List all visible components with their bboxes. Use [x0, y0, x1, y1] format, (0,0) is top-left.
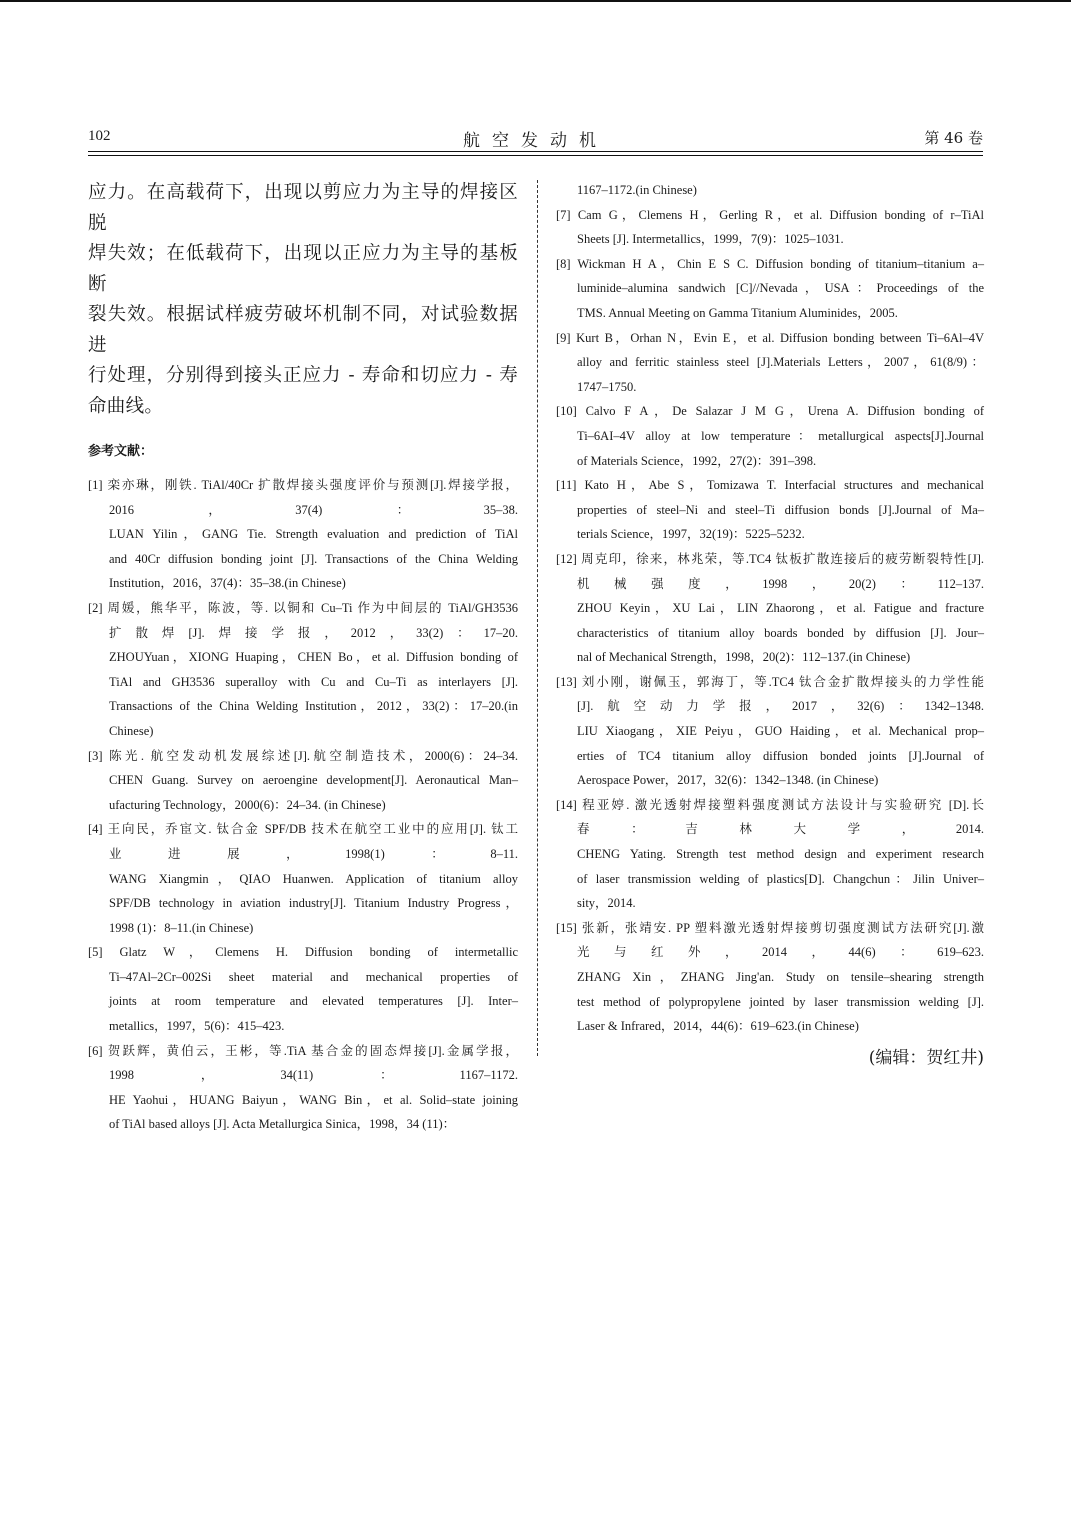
- reference-line: 春：吉林大学，2014.: [577, 822, 984, 837]
- reference-line: properties of steel–Ni and steel–Ti diffusion bonds [J].Journal of Ma–: [577, 502, 984, 517]
- reference-entry: [556, 547, 984, 670]
- reference-entry: [556, 473, 984, 547]
- reference-line: Chinese): [109, 723, 154, 738]
- reference-line: 1998，34(11)：1167–1172.: [109, 1068, 518, 1083]
- reference-line: 1747–1750.: [577, 379, 637, 394]
- reference-line: sity，2014.: [577, 896, 636, 911]
- reference-line: Ti–6AI–4V alloy at low temperature：metallurgical aspects[J].Journal: [577, 428, 984, 443]
- reference-line: Aerospace Power，2017，32(6)：1342–1348. (in Chinese): [577, 773, 879, 788]
- reference-line: characteristics of titanium alloy boards bonded by diffusion [J]. Jour–: [577, 625, 984, 640]
- reference-line-first: [5] Glatz W，Clemens H. Diffusion bonding of intermetallic: [88, 945, 518, 960]
- reference-line-first: [13] 刘小刚，谢佩玉，郭海丁，等.TC4 钛合金扩散焊接头的力学性能: [556, 674, 984, 689]
- reference-line: and 40Cr diffusion bonding joint [J]. Transactions of the China Welding: [109, 551, 518, 566]
- reference-line: 机械强度，1998，20(2)：112–137.: [577, 576, 984, 591]
- reference-line: CHENG Yating. Strength test method design and experiment research: [577, 847, 984, 862]
- reference-line: of Materials Science，1992，27(2)：391–398.: [577, 453, 817, 468]
- reference-entry: [88, 596, 518, 744]
- reference-line-first: [2] 周媛，熊华平，陈波，等. 以铜和 Cu–Ti 作为中间层的 TiAl/GH3536: [88, 600, 518, 615]
- reference-line: of laser transmission welding of plastics[D]. Changchun：Jilin Univer–: [577, 871, 984, 886]
- reference-line-first: [15] 张新，张靖安. PP 塑料激光透射焊接剪切强度测试方法研究[J].激: [556, 920, 984, 935]
- reference-line: LUAN Yilin，GANG Tie. Strength evaluation and prediction of TiAl: [109, 527, 518, 542]
- page-top-border: [0, 0, 1071, 2]
- reference-entry: [88, 1039, 518, 1137]
- reference-line: terials Science，1997，32(19)：5225–5232.: [577, 527, 805, 542]
- body-paragraph: [88, 178, 518, 422]
- paragraph-line: 命曲线。: [88, 395, 164, 417]
- header-rule-thin: [88, 155, 983, 156]
- reference-line: CHEN Guang. Survey on aeroengine development[J]. Aeronautical Man–: [109, 773, 518, 788]
- reference-line-first: [1] 栾亦琳，刚铁. TiAl/40Cr 扩散焊接头强度评价与预测[J].焊接学报，: [88, 478, 518, 492]
- reference-entry: [556, 793, 984, 916]
- references-list-right: [556, 178, 984, 1039]
- reference-entry: [88, 744, 518, 818]
- left-column: [88, 178, 518, 1137]
- paragraph-line: 应力。在高载荷下，出现以剪应力为主导的焊接区脱: [88, 182, 518, 234]
- reference-line-first: [11] Kato H，Abe S，Tomizawa T. Interfacial structures and mechanical: [556, 478, 984, 493]
- volume-label: 第 46 卷: [924, 129, 983, 147]
- header-rule-thick: [88, 151, 983, 152]
- reference-line-first: [3] 陈光. 航空发动机发展综述[J].航空制造技术，2000(6)：24–34.: [88, 748, 518, 763]
- reference-line: ZHOU Keyin，XU Lai，LIN Zhaorong，et al. Fatigue and fracture: [577, 601, 984, 616]
- reference-line: 1998 (1)：8–11.(in Chinese): [109, 920, 254, 935]
- reference-line: of TiAl based alloys [J]. Acta Metallurgica Sinica，1998，34 (11)：: [109, 1117, 456, 1132]
- reference-entry: [556, 178, 984, 203]
- reference-entry: [88, 940, 518, 1038]
- paragraph-line: 裂失效。根据试样疲劳破坏机制不同，对试验数据进: [88, 304, 518, 356]
- journal-title: 航空发动机: [463, 131, 608, 151]
- reference-line: Sheets [J]. Intermetallics，1999，7(9)：1025–1031.: [577, 232, 844, 247]
- reference-line: 1167–1172.(in Chinese): [577, 183, 697, 197]
- reference-line-first: [10] Calvo F A，De Salazar J M G，Urena A. Diffusion bonding of: [556, 404, 984, 419]
- reference-line: Laser & Infrared，2014，44(6)：619–623.(in Chinese): [577, 1019, 859, 1034]
- reference-entry: [556, 670, 984, 793]
- reference-line: TiAl and GH3536 superalloy with Cu and Cu–Ti as interlayers [J].: [109, 674, 518, 689]
- reference-line: ZHANG Xin，ZHANG Jing'an. Study on tensile–shearing strength: [577, 970, 984, 984]
- reference-line: Transactions of the China Welding Institution，2012，33(2)：17–20.(in: [109, 699, 518, 714]
- reference-line: ZHOUYuan，XIONG Huaping，CHEN Bo，et al. Diffusion bonding of: [109, 650, 518, 665]
- reference-line: WANG Xiangmin，QIAO Huanwen. Application of titanium alloy: [109, 871, 518, 886]
- reference-entry: [556, 399, 984, 473]
- reference-line: alloy and ferritic stainless steel [J].Materials Letters，2007，61(8/9)：: [577, 355, 984, 370]
- reference-line: LIU Xiaogang，XIE Peiyu，GUO Haiding，et al. Mechanical prop–: [577, 724, 984, 739]
- reference-line-first: [12] 周克印，徐来，林兆荣，等.TC4 钛板扩散连接后的疲劳断裂特性[J].: [556, 551, 984, 566]
- reference-line-first: [14] 程亚婷. 激光透射焊接塑料强度测试方法设计与实验研究 [D].长: [556, 797, 984, 812]
- paragraph-line: 焊失效；在低载荷下，出现以正应力为主导的基板断: [88, 243, 518, 295]
- reference-line: 扩散焊[J].焊接学报，2012，33(2)：17–20.: [109, 625, 518, 640]
- reference-line-first: [4] 王向民，乔宦文. 钛合金 SPF/DB 技术在航空工业中的应用[J]. 钛工: [88, 822, 518, 837]
- reference-line-first: [9] Kurt B，Orhan N，Evin E，et al. Diffusion bonding between Ti–6Al–4V: [556, 330, 984, 345]
- reference-line: Institution，2016，37(4)：35–38.(in Chinese): [109, 576, 346, 591]
- reference-line: [J].航空动力学报，2017，32(6)：1342–1348.: [577, 699, 984, 714]
- reference-line: 业进展，1998(1)：8–11.: [109, 846, 518, 861]
- reference-line: nal of Mechanical Strength，1998，20(2)：112–137.(in Chinese): [577, 650, 911, 665]
- reference-line: 2016，37(4)：35–38.: [109, 502, 518, 517]
- reference-entry: [556, 203, 984, 252]
- reference-line: metallics，1997，5(6)：415–423.: [109, 1019, 285, 1034]
- reference-line-first: [7] Cam G，Clemens H，Gerling R，et al. Diffusion bonding of r–TiAl: [556, 207, 984, 222]
- references-heading: 参考文献：: [88, 444, 154, 459]
- reference-entry: [556, 252, 984, 326]
- editor-note: (编辑：贺红井): [868, 1047, 984, 1068]
- reference-line: erties of TC4 titanium alloy diffusion bonded joints [J].Journal of: [577, 748, 984, 763]
- reference-line: ufacturing Technology，2000(6)：24–34. (in Chinese): [109, 797, 386, 812]
- column-divider: [537, 180, 538, 1056]
- reference-line: HE Yaohui，HUANG Baiyun，WANG Bin，et al. Solid–state joining: [109, 1092, 518, 1107]
- reference-line-first: [8] Wickman H A，Chin E S C. Diffusion bonding of titanium–titanium a–: [556, 256, 984, 271]
- reference-line: Ti–47Al–2Cr–002Si sheet material and mechanical properties of: [109, 969, 518, 984]
- reference-entry: [88, 473, 518, 596]
- reference-line: 光与红外，2014，44(6)：619–623.: [577, 945, 984, 960]
- reference-line: TMS. Annual Meeting on Gamma Titanium Aluminides，2005.: [577, 305, 898, 320]
- references-list-left: [88, 473, 518, 1137]
- running-head: [88, 124, 983, 152]
- reference-entry: [556, 326, 984, 400]
- reference-line: SPF/DB technology in aviation industry[J]. Titanium Industry Progress，: [109, 896, 518, 911]
- page-number: 102: [88, 128, 111, 144]
- reference-entry: [556, 916, 984, 1039]
- reference-line: joints at room temperature and elevated temperatures [J]. Inter–: [109, 994, 518, 1009]
- reference-line: luminide–alumina sandwich [C]//Nevada，USA：Proceedings of the: [577, 281, 984, 296]
- paragraph-line: 行处理，分别得到接头正应力 - 寿命和切应力 - 寿: [88, 365, 518, 386]
- reference-entry: [88, 817, 518, 940]
- reference-line: test method of polypropylene jointed by laser transmission welding [J].: [577, 994, 984, 1009]
- reference-line-first: [6] 贺跃辉，黄伯云，王彬，等.TiA 基合金的固态焊接[J].金属学报，: [88, 1043, 518, 1058]
- right-column: [556, 178, 984, 1068]
